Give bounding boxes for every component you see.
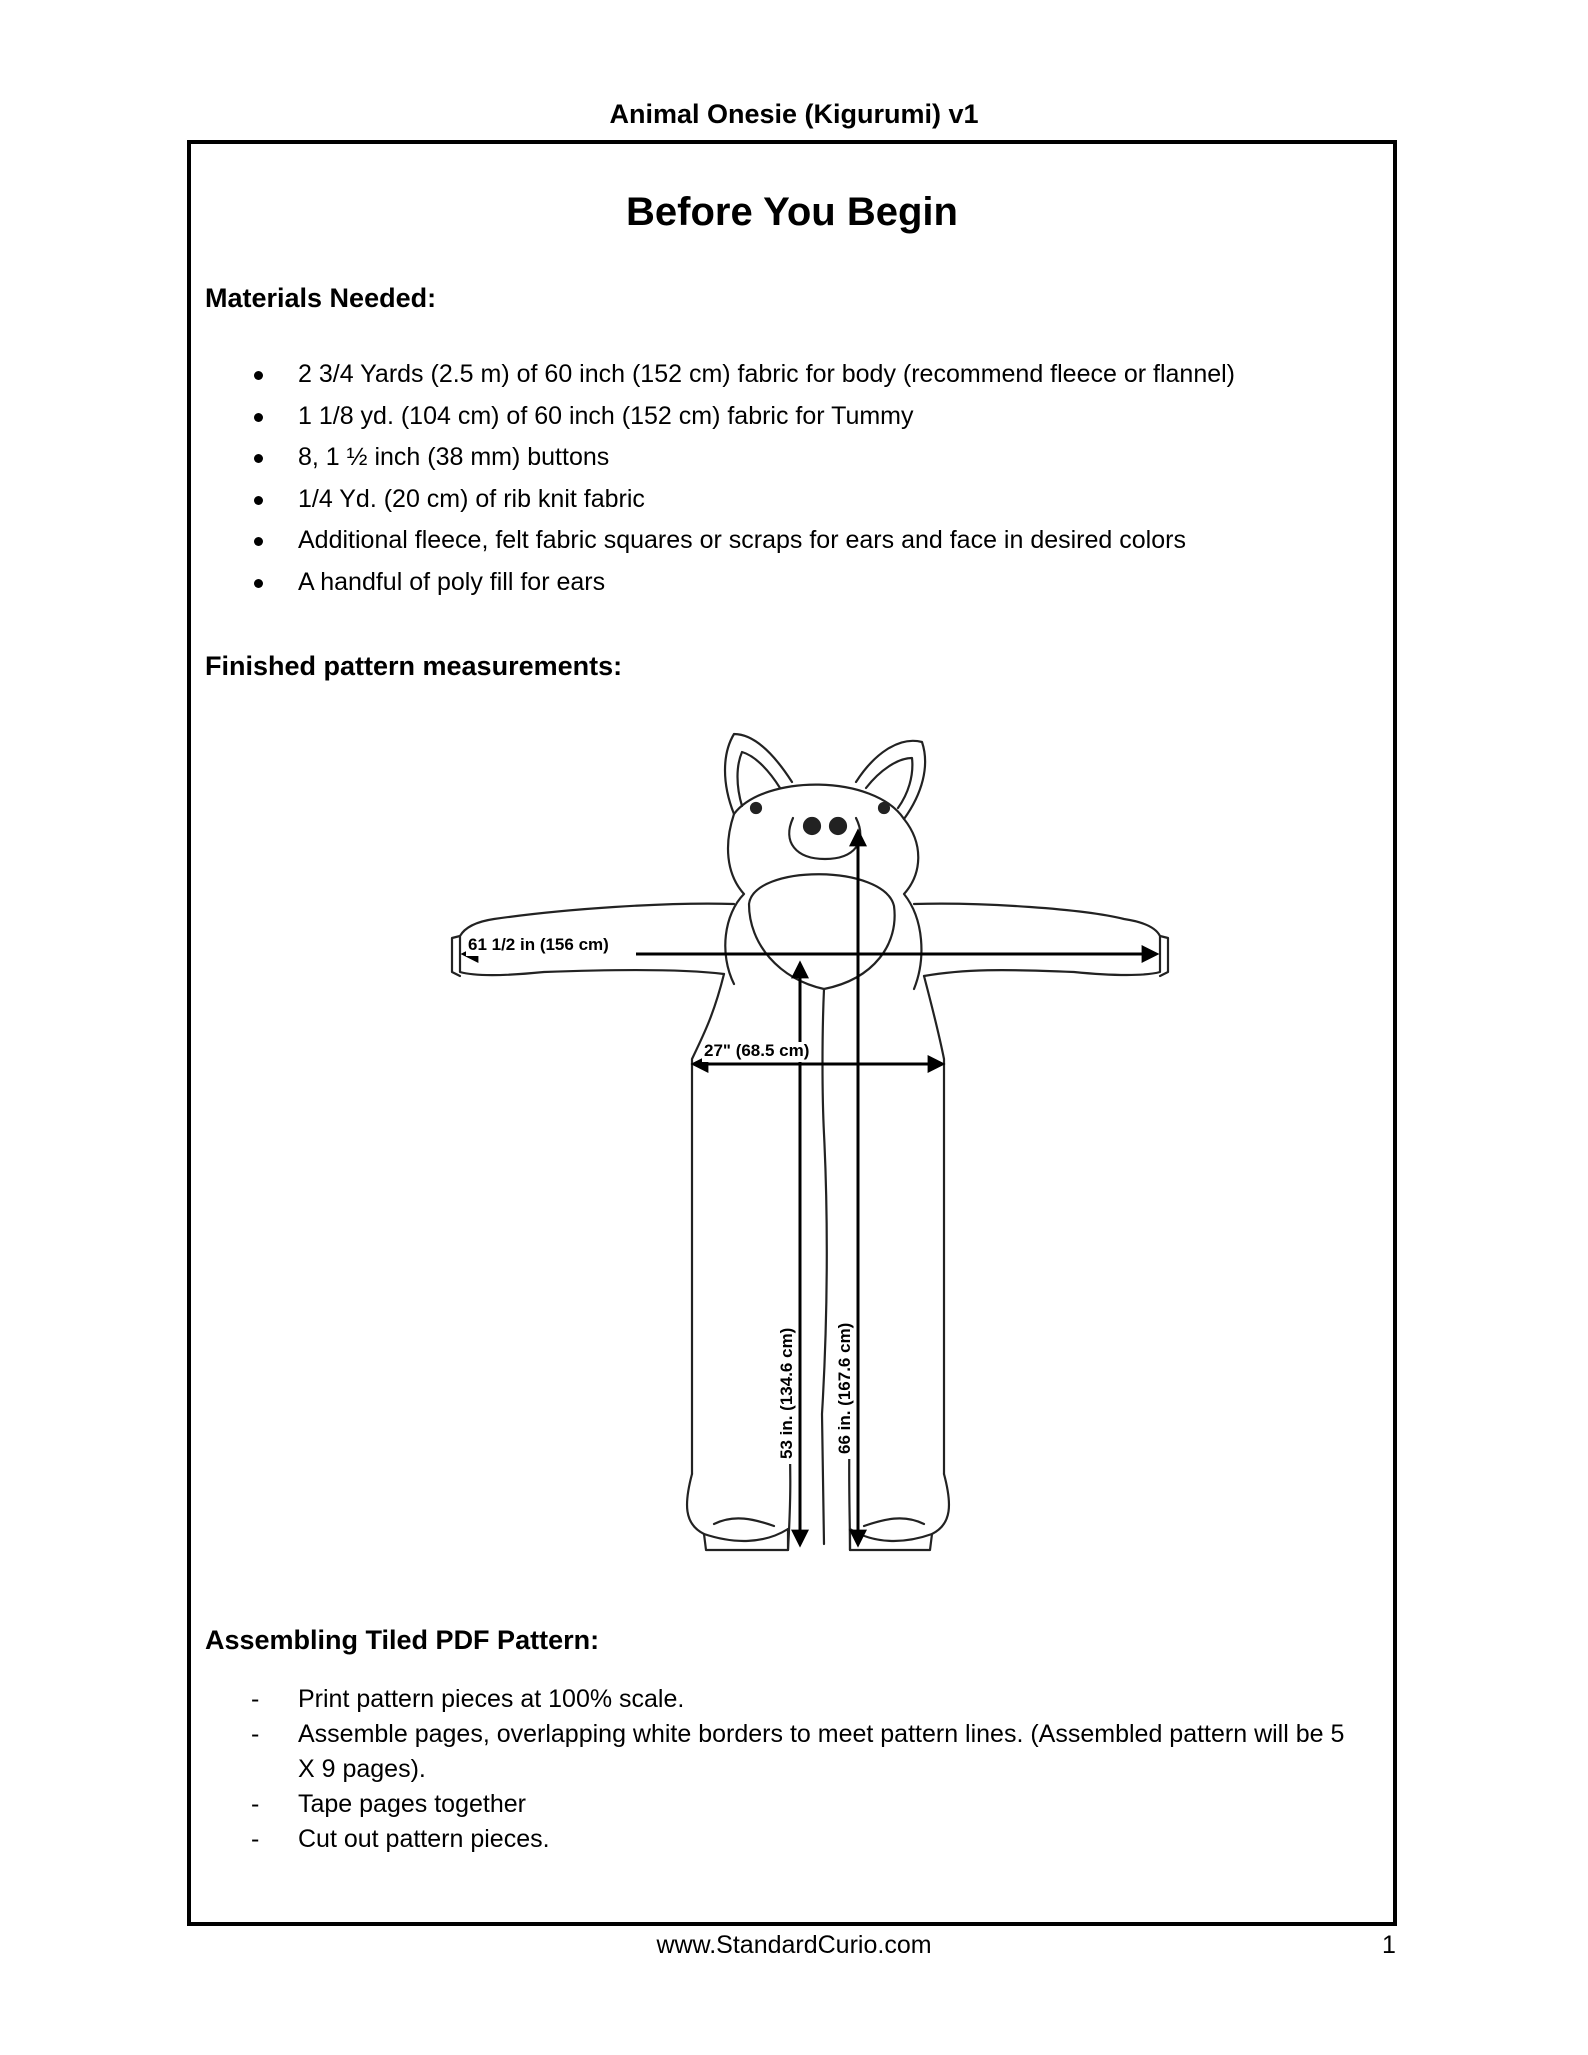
inner-height-label: 53 in. (134.6 cm): [777, 1327, 796, 1459]
list-item-text: 1 1/8 yd. (104 cm) of 60 inch (152 cm) fabric for Tummy: [298, 401, 914, 430]
list-item: [191, 1787, 1393, 1822]
list-item-text: Tape pages together: [298, 1790, 526, 1818]
onesie-measurement-diagram: [404, 714, 1184, 1564]
bullet-icon: [254, 454, 263, 463]
page-frame: [187, 140, 1397, 1926]
measurements-heading: Finished pattern measurements:: [205, 651, 623, 681]
list-item: [191, 354, 1393, 396]
left-leg: [687, 1474, 788, 1541]
center-seam: [822, 989, 827, 1544]
arm-span-label: 61 1/2 in (156 cm): [468, 935, 609, 954]
page-number: 1: [1382, 1931, 1396, 1959]
right-leg: [850, 1474, 949, 1541]
width-label: 27" (68.5 cm): [704, 1041, 810, 1060]
bullet-icon: [254, 579, 263, 588]
bullet-icon: [254, 537, 263, 546]
list-item-text: Additional fleece, felt fabric squares or scraps for ears and face in desired colors: [298, 526, 1186, 554]
assembly-list: [191, 1682, 1393, 1857]
page-title: Before You Begin: [626, 190, 958, 234]
list-item-text: Assemble pages, overlapping white borders to meet pattern lines. (Assembled pattern will be 5 X 9 pages).: [298, 1720, 1345, 1783]
list-item: [191, 1717, 1393, 1787]
bullet-icon: [254, 413, 263, 422]
dash-bullet: -: [251, 1825, 260, 1853]
list-item: [191, 1822, 1393, 1857]
bullet-icon: [254, 371, 263, 380]
hood: [725, 785, 921, 989]
right-arm: [914, 904, 1160, 976]
materials-list: [191, 354, 1393, 603]
list-item-text: A handful of poly fill for ears: [298, 567, 606, 596]
right-ear: [856, 741, 925, 819]
list-item-text: Print pattern pieces at 100% scale.: [298, 1685, 685, 1713]
list-item: [191, 396, 1393, 438]
onesie-illustration: [404, 714, 1184, 1564]
materials-heading: Materials Needed:: [205, 283, 437, 313]
bullet-icon: [254, 496, 263, 505]
list-item: [191, 520, 1393, 562]
list-item: [191, 479, 1393, 521]
list-item-text: Cut out pattern pieces.: [298, 1825, 550, 1853]
hood-opening: [749, 874, 895, 989]
document-header-title: Animal Onesie (Kigurumi) v1: [609, 99, 979, 129]
list-item-text: 8, 1 ½ inch (38 mm) buttons: [298, 443, 610, 471]
list-item-text: 2 3/4 Yards (2.5 m) of 60 inch (152 cm) fabric for body (recommend fleece or flannel): [298, 360, 1235, 388]
list-item-text: 1/4 Yd. (20 cm) of rib knit fabric: [298, 484, 645, 513]
dash-bullet: -: [251, 1790, 260, 1818]
assembly-heading: Assembling Tiled PDF Pattern:: [205, 1625, 600, 1655]
total-height-label: 66 in. (167.6 cm): [835, 1322, 854, 1454]
dash-bullet: -: [251, 1720, 260, 1748]
list-item: [191, 437, 1393, 479]
dash-bullet: -: [251, 1685, 260, 1713]
footer-url: www.StandardCurio.com: [656, 1931, 932, 1959]
list-item: [191, 562, 1393, 604]
list-item: [191, 1682, 1393, 1717]
left-ear: [725, 734, 792, 814]
